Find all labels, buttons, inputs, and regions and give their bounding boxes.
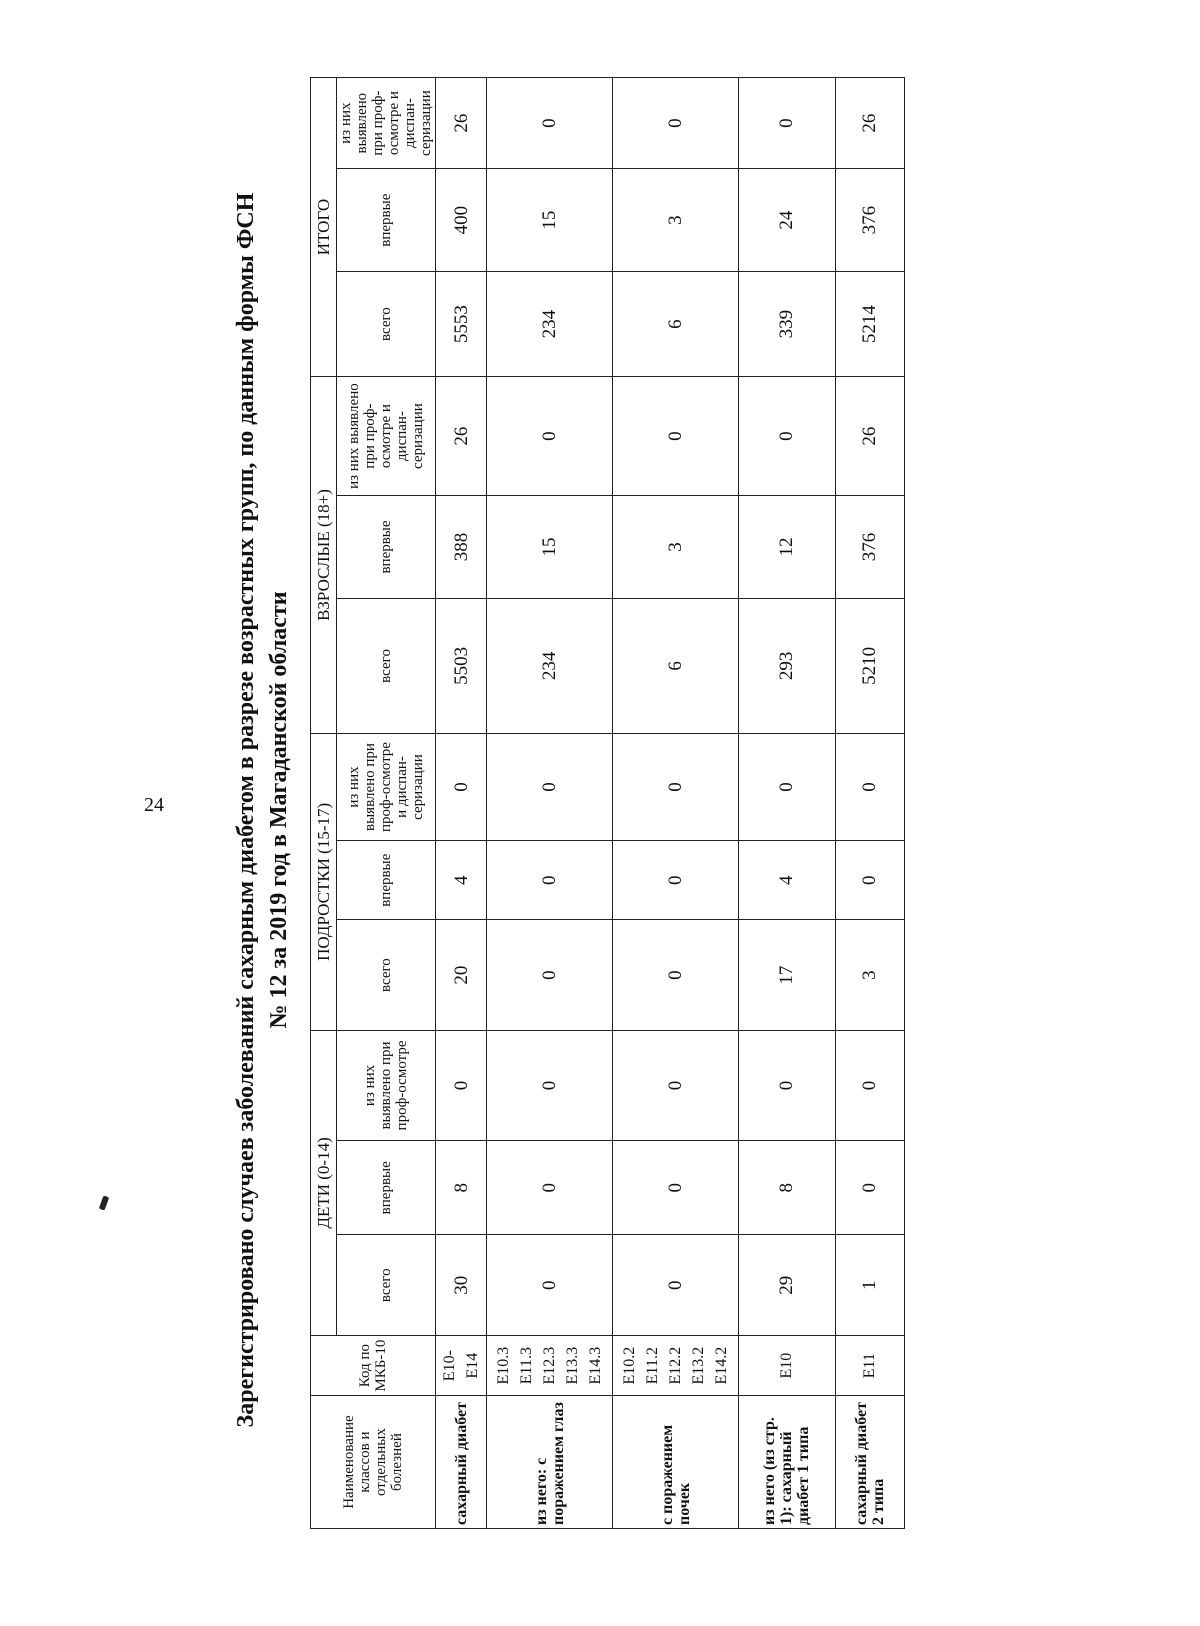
cell-value: 6 bbox=[613, 598, 739, 733]
icd-code: E10- bbox=[441, 1350, 459, 1382]
diabetes-table bbox=[310, 77, 905, 1529]
adults-screened: из них выявлено при проф-осмотре и диспан-серизации bbox=[337, 377, 436, 496]
cell-value: 376 bbox=[835, 496, 904, 599]
children-screened: из них выявлено при проф-осмотре bbox=[337, 1030, 436, 1140]
cell-value: 0 bbox=[739, 78, 836, 169]
icd-code: E13.3 bbox=[564, 1346, 582, 1385]
cell-value: 0 bbox=[487, 841, 613, 920]
cell-value: 0 bbox=[487, 1235, 613, 1336]
cell-value: 1 bbox=[835, 1235, 904, 1336]
title-line-1: Зарегистрировано случаев заболеваний сахарным диабетом в разрезе возрастных групп, по данным формы ФСН bbox=[233, 192, 259, 1428]
children-new: впервые bbox=[337, 1141, 436, 1235]
icd-code: E14 bbox=[464, 1352, 482, 1379]
icd-code: E14.2 bbox=[713, 1346, 731, 1385]
cell-value: 0 bbox=[835, 733, 904, 840]
cell-value: 0 bbox=[739, 1030, 836, 1140]
cell-value: 4 bbox=[436, 841, 487, 920]
cell-value: 26 bbox=[436, 377, 487, 496]
cell-value: 29 bbox=[739, 1235, 836, 1336]
header-name: Наименование классов и отдельных болезней bbox=[311, 1396, 436, 1529]
cell-value: 0 bbox=[613, 1141, 739, 1235]
cell-value: 3 bbox=[613, 496, 739, 599]
icd-code: E12.3 bbox=[541, 1346, 559, 1385]
cell-value: 339 bbox=[739, 272, 836, 377]
children-all: всего bbox=[337, 1235, 436, 1336]
teens-screened: из них выявлено при проф-осмотре и диспан-серизации bbox=[337, 733, 436, 840]
teens-all: всего bbox=[337, 920, 436, 1030]
cell-value: 0 bbox=[739, 733, 836, 840]
cell-value: 5503 bbox=[436, 598, 487, 733]
cell-value: 8 bbox=[739, 1141, 836, 1235]
table-row bbox=[436, 78, 487, 1529]
table-row bbox=[739, 78, 836, 1529]
cell-value: 0 bbox=[613, 78, 739, 169]
table-row bbox=[835, 78, 904, 1529]
row-name: сахарный диабет bbox=[436, 1396, 487, 1529]
header-adults: ВЗРОСЛЫЕ (18+) bbox=[311, 377, 337, 734]
table-row bbox=[613, 78, 739, 1529]
header-code: Код по МКБ-10 bbox=[311, 1336, 436, 1396]
cell-value: 15 bbox=[487, 496, 613, 599]
cell-value: 0 bbox=[487, 733, 613, 840]
icd-code: E11.3 bbox=[518, 1347, 536, 1385]
cell-value: 26 bbox=[835, 377, 904, 496]
icd-code: E10 bbox=[778, 1352, 796, 1379]
cell-value: 0 bbox=[613, 377, 739, 496]
cell-value: 26 bbox=[835, 78, 904, 169]
row-name: из него (из стр. 1): сахарный диабет 1 типа bbox=[739, 1396, 836, 1529]
title-line-2: № 12 за 2019 год в Магаданской области bbox=[266, 591, 292, 1029]
scan-speck bbox=[99, 1195, 109, 1210]
cell-value: 0 bbox=[487, 920, 613, 1030]
table-row bbox=[487, 78, 613, 1529]
icd-code: E11 bbox=[861, 1353, 879, 1379]
cell-value: 0 bbox=[487, 78, 613, 169]
cell-value: 293 bbox=[739, 598, 836, 733]
cell-value: 234 bbox=[487, 272, 613, 377]
cell-value: 234 bbox=[487, 598, 613, 733]
cell-value: 3 bbox=[835, 920, 904, 1030]
adults-new: впервые bbox=[337, 496, 436, 599]
cell-value: 5553 bbox=[436, 272, 487, 377]
cell-value: 0 bbox=[835, 1030, 904, 1140]
cell-value: 0 bbox=[835, 841, 904, 920]
icd-code: E10.2 bbox=[621, 1346, 639, 1385]
cell-value: 20 bbox=[436, 920, 487, 1030]
cell-value: 400 bbox=[436, 169, 487, 272]
row-code bbox=[436, 1336, 487, 1396]
icd-code: E11.2 bbox=[644, 1347, 662, 1385]
icd-code: E12.2 bbox=[667, 1346, 685, 1385]
cell-value: 0 bbox=[835, 1141, 904, 1235]
total-screened: из них выявлено при проф-осмотре и диспан-серизации bbox=[337, 78, 436, 169]
cell-value: 0 bbox=[436, 733, 487, 840]
rotated-sheet bbox=[230, 75, 910, 1545]
table-body bbox=[436, 78, 905, 1529]
header-teens: ПОДРОСТКИ (15-17) bbox=[311, 733, 337, 1030]
row-code bbox=[487, 1336, 613, 1396]
total-all: всего bbox=[337, 272, 436, 377]
cell-value: 0 bbox=[487, 1030, 613, 1140]
cell-value: 8 bbox=[436, 1141, 487, 1235]
cell-value: 0 bbox=[613, 733, 739, 840]
cell-value: 3 bbox=[613, 169, 739, 272]
header-children: ДЕТИ (0-14) bbox=[311, 1030, 337, 1335]
adults-all: всего bbox=[337, 598, 436, 733]
cell-value: 5214 bbox=[835, 272, 904, 377]
cell-value: 388 bbox=[436, 496, 487, 599]
cell-value: 15 bbox=[487, 169, 613, 272]
cell-value: 0 bbox=[436, 1030, 487, 1140]
cell-value: 0 bbox=[613, 841, 739, 920]
cell-value: 26 bbox=[436, 78, 487, 169]
teens-new: впервые bbox=[337, 841, 436, 920]
cell-value: 5210 bbox=[835, 598, 904, 733]
cell-value: 0 bbox=[487, 377, 613, 496]
row-code bbox=[613, 1336, 739, 1396]
total-new: впервые bbox=[337, 169, 436, 272]
cell-value: 24 bbox=[739, 169, 836, 272]
icd-code: E13.2 bbox=[690, 1346, 708, 1385]
row-name: с поражением почек bbox=[613, 1396, 739, 1529]
icd-code: E14.3 bbox=[587, 1346, 605, 1385]
page-title bbox=[230, 75, 296, 1545]
icd-code: E10.3 bbox=[495, 1346, 513, 1385]
cell-value: 376 bbox=[835, 169, 904, 272]
row-name: из него: с поражением глаз bbox=[487, 1396, 613, 1529]
cell-value: 30 bbox=[436, 1235, 487, 1336]
page-number: 24 bbox=[144, 794, 164, 816]
cell-value: 6 bbox=[613, 272, 739, 377]
cell-value: 0 bbox=[613, 1235, 739, 1336]
row-name: сахарный диабет 2 типа bbox=[835, 1396, 904, 1529]
row-code bbox=[739, 1336, 836, 1396]
cell-value: 12 bbox=[739, 496, 836, 599]
cell-value: 0 bbox=[739, 377, 836, 496]
cell-value: 4 bbox=[739, 841, 836, 920]
cell-value: 17 bbox=[739, 920, 836, 1030]
cell-value: 0 bbox=[613, 920, 739, 1030]
cell-value: 0 bbox=[487, 1141, 613, 1235]
header-total: ИТОГО bbox=[311, 78, 337, 377]
row-code bbox=[835, 1336, 904, 1396]
cell-value: 0 bbox=[613, 1030, 739, 1140]
